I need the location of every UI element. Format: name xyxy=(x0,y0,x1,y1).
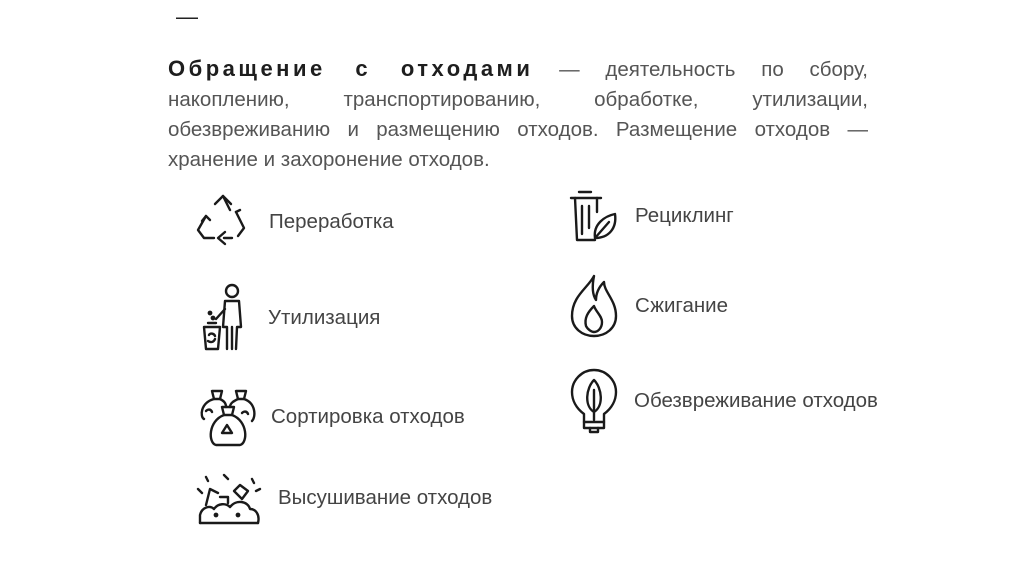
method-recycling-reuse xyxy=(565,188,734,244)
person-trash-bin-icon xyxy=(196,283,248,353)
method-label: Переработка xyxy=(269,210,394,233)
method-sorting xyxy=(194,385,465,449)
garbage-bags-icon xyxy=(194,385,260,449)
method-label: Сжигание xyxy=(635,294,729,317)
method-label: Рециклинг xyxy=(635,204,734,227)
method-label: Сортировка отходов xyxy=(271,405,465,428)
definition-text: — деятельность по сбору, накоплению, транспортированию, обработке, утилизации, обезвреживанию и размещению отходов. Размещение отходов — хранение и захоронение отходов. xyxy=(168,58,868,171)
definition-paragraph xyxy=(168,54,868,175)
recycle-icon xyxy=(192,192,252,252)
method-label: Высушивание отходов xyxy=(278,486,493,509)
definition-term: Обращение с отходами xyxy=(168,56,534,81)
waste-pile-icon xyxy=(194,469,264,527)
method-neutralization xyxy=(568,366,878,436)
method-label: Утилизация xyxy=(268,306,381,329)
method-utilization xyxy=(196,283,380,353)
method-recycling xyxy=(192,192,394,252)
lightbulb-leaf-icon xyxy=(568,366,620,436)
trash-can-leaf-icon xyxy=(565,188,619,244)
method-incineration xyxy=(568,272,728,340)
method-drying xyxy=(194,469,492,527)
method-label: Обезвреживание отходов xyxy=(634,389,878,412)
flame-icon xyxy=(568,272,620,340)
top-dash: — xyxy=(176,4,198,29)
